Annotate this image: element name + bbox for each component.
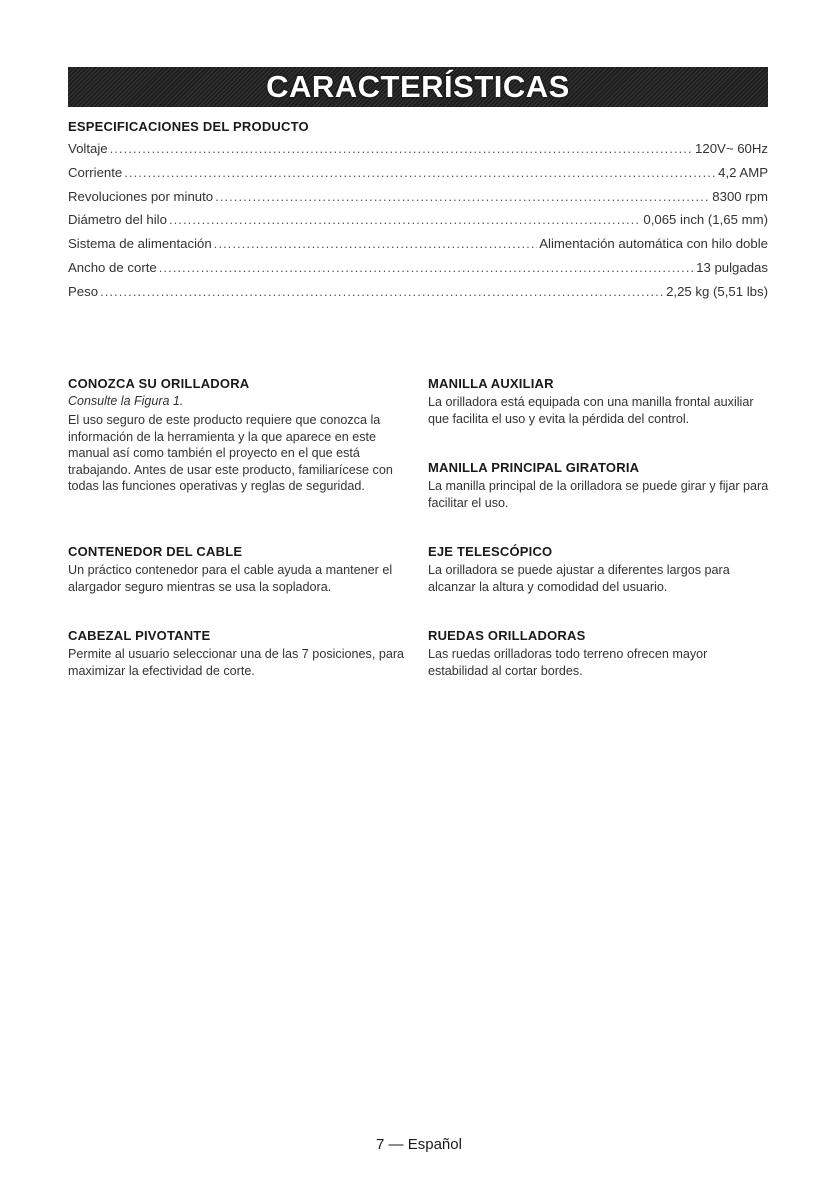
section-ruedas <box>428 628 770 679</box>
section-subtitle: Consulte la Figura 1. <box>68 394 184 408</box>
spec-row <box>68 284 768 308</box>
section-title: MANILLA PRINCIPAL GIRATORIA <box>428 460 640 475</box>
spec-label: Diámetro del hilo <box>68 212 167 228</box>
spec-value: 13 pulgadas <box>696 259 768 275</box>
spec-row <box>68 165 768 189</box>
page-footer: 7 — Español <box>376 1136 462 1153</box>
spec-row <box>68 141 768 165</box>
page-title: CARACTERÍSTICAS <box>266 69 570 104</box>
title-banner <box>68 67 768 107</box>
section-body: Permite al usuario seleccionar una de las 7 posiciones, para maximizar la efectividad de corte. <box>68 647 405 678</box>
dot-leader <box>214 236 538 251</box>
section-title: CONOZCA SU ORILLADORA <box>68 376 250 391</box>
spec-label: Ancho de corte <box>68 259 157 275</box>
specs-table <box>68 141 768 308</box>
spec-label: Peso <box>68 283 99 299</box>
section-title: MANILLA AUXILIAR <box>428 376 554 391</box>
dot-leader <box>215 189 710 204</box>
spec-value: 120V~ 60Hz <box>695 141 768 156</box>
section-title: EJE TELESCÓPICO <box>428 544 553 559</box>
spec-label: Sistema de alimentación <box>68 236 212 252</box>
section-title: CONTENEDOR DEL CABLE <box>68 544 243 559</box>
spec-value: 8300 rpm <box>712 188 768 204</box>
spec-value: Alimentación automática con hilo doble <box>539 236 768 252</box>
section-cabezal <box>68 628 410 679</box>
spec-value: 4,2 AMP <box>718 164 768 180</box>
section-body: Un práctico contenedor para el cable ayuda a mantener el alargador seguro mientras se usa la sopladora. <box>68 563 393 594</box>
section-title: RUEDAS ORILLADORAS <box>428 628 586 643</box>
dot-leader <box>124 165 716 180</box>
spec-label: Voltaje <box>68 141 108 156</box>
spec-label: Revoluciones por minuto <box>68 188 214 204</box>
section-title: CABEZAL PIVOTANTE <box>68 628 211 643</box>
section-body: Las ruedas orilladoras todo terreno ofrecen mayor estabilidad al cortar bordes. <box>428 647 708 678</box>
spec-value: 2,25 kg (5,51 lbs) <box>666 283 768 299</box>
spec-row <box>68 212 768 236</box>
specs-heading: ESPECIFICACIONES DEL PRODUCTO <box>68 119 309 134</box>
spec-row <box>68 189 768 213</box>
section-body: La manilla principal de la orilladora se puede girar y fijar para facilitar el uso. <box>428 479 769 510</box>
dot-leader <box>159 260 694 275</box>
spec-label: Corriente <box>68 164 123 180</box>
section-conozca <box>68 376 410 495</box>
spec-value: 0,065 inch (1,65 mm) <box>643 212 768 228</box>
spec-row <box>68 260 768 284</box>
section-manilla-auxiliar <box>428 376 770 427</box>
section-manilla-principal <box>428 460 770 511</box>
section-body: La orilladora se puede ajustar a diferentes largos para alcanzar la altura y comodidad del usuario. <box>428 563 730 594</box>
section-body: El uso seguro de este producto requiere que conozca la información de la herramienta y la que aparece en este manual así como también el proyecto en el que está trabajando. Antes de usar este producto, familiarícese con todas las funciones operativas y reglas de seguridad. <box>68 413 393 494</box>
dot-leader <box>169 212 641 227</box>
section-body: La orilladora está equipada con una manilla frontal auxiliar que facilita el uso y evita la pérdida del control. <box>428 395 754 426</box>
section-contenedor <box>68 544 410 595</box>
dot-leader <box>100 284 664 299</box>
section-eje <box>428 544 770 595</box>
dot-leader <box>110 141 693 156</box>
spec-row <box>68 236 768 260</box>
